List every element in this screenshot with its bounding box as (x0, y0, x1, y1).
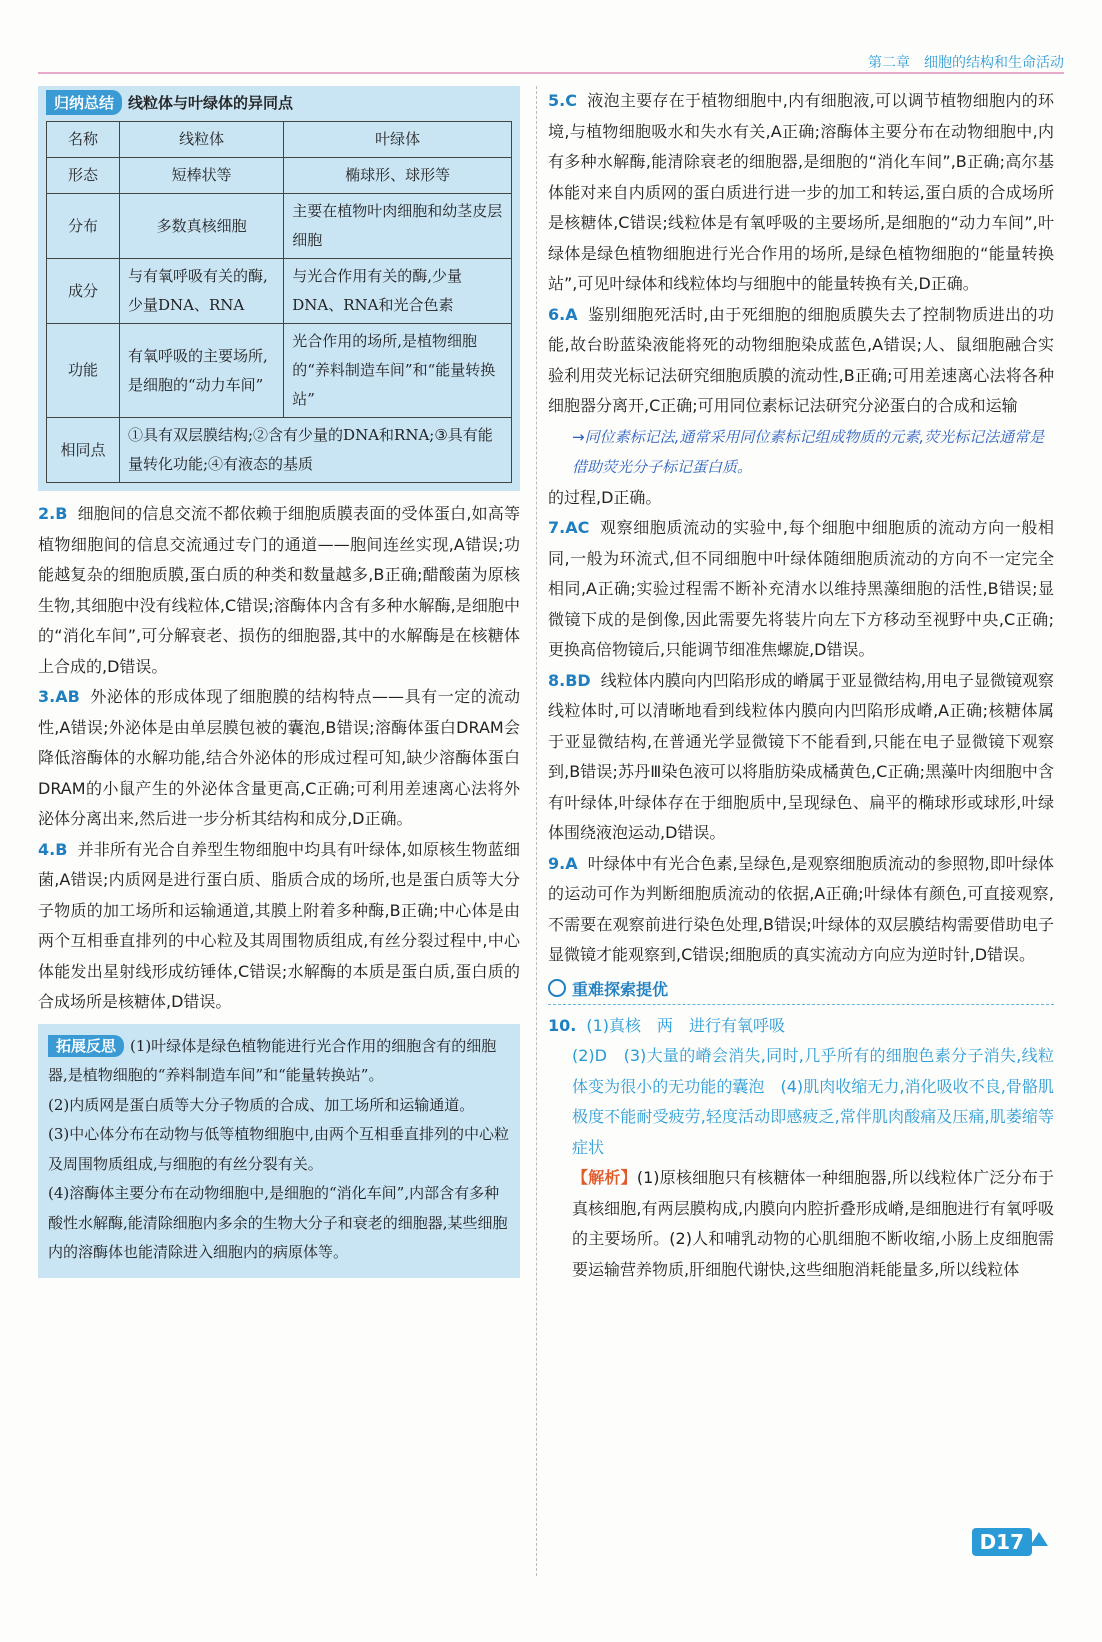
row-label: 分布 (47, 194, 120, 259)
table-cell: 多数真核细胞 (120, 194, 284, 259)
answer-item (548, 300, 1054, 422)
table-cell: 有氧呼吸的主要场所,是细胞的“动力车间” (120, 324, 284, 418)
summary-head (46, 90, 512, 115)
lightbulb-icon (548, 979, 566, 997)
explore-section-title (548, 977, 1054, 1005)
page-header (38, 52, 1064, 74)
row-label: 成分 (47, 259, 120, 324)
summary-box (38, 86, 520, 491)
extension-tag: 拓展反思 (48, 1035, 124, 1057)
extension-para: (2)内质网是蛋白质等大分子物质的合成、加工场所和运输通道。 (48, 1095, 475, 1114)
analysis-text: (1)原核细胞只有核糖体一种细胞器,所以线粒体广泛分布于真核细胞,有两层膜构成,内膜向内腔折叠形成嵴,是细胞进行有氧呼吸的主要场所。(2)人和哺乳动物的心肌细胞不断收缩,小肠上皮细胞需要运输营养物质,肝细胞代谢快,这些细胞消耗能量多,所以线粒体 (572, 1168, 1054, 1279)
answer-text: 并非所有光合自养型生物细胞中均具有叶绿体,如原核生物蓝细菌,A错误;内质网是进行蛋白质、脂质合成的场所,也是蛋白质等大分子物质的加工场所和运输通道,其膜上附着多种酶,B正确;中心体是由两个互相垂直排列的中心粒及其周围物质组成,有丝分裂过程中,中心体能发出星射线形成纺锤体,C错误;水解酶的本质是蛋白质,蛋白质的合成场所是核糖体,D错误。 (38, 839, 520, 1011)
answer-text: 叶绿体中有光合色素,呈绿色,是观察细胞质流动的参照物,即叶绿体的运动可作为判断细胞质流动的依据,A正确;叶绿体有颜色,可直接观察,不需要在观察前进行染色处理,B错误;叶绿体的双层膜结构需要借助电子显微镜才能观察到,C错误;细胞质的真实流动方向应为逆时针,D错误。 (548, 853, 1054, 964)
extension-para: (4)溶酶体主要分布在动物细胞中,是细胞的“消化车间”,内部含有多种酸性水解酶,能清除细胞内多余的生物大分子和衰老的细胞器,某些细胞内的溶酶体也能清除进入细胞内的病原体等。 (48, 1184, 508, 1261)
table-row (47, 194, 512, 259)
analysis-tag: 【解析】 (572, 1168, 637, 1187)
page-number: D17 (972, 1528, 1032, 1556)
explore-title: 重难探索提优 (572, 979, 669, 999)
table-row (47, 324, 512, 418)
table-row (47, 158, 512, 194)
handwritten-note: →同位素标记法,通常采用同位素标记组成物质的元素,荧光标记法通常是借助荧光分子标记蛋白质。 (572, 427, 1045, 476)
answer-item (38, 835, 520, 1018)
answer-item (548, 849, 1054, 971)
table-header-row (47, 122, 512, 158)
column-divider (536, 86, 537, 1576)
answer-text: (1)真核 两 进行有氧呼吸 (586, 1015, 786, 1035)
table-cell: 光合作用的场所,是植物细胞的“养料制造车间”和“能量转换站” (284, 324, 512, 418)
extension-para: (3)中心体分布在动物与低等植物细胞中,由两个互相垂直排列的中心粒及周围物质组成,与细胞的有丝分裂有关。 (48, 1125, 510, 1173)
answer-number: 6.A (548, 304, 578, 324)
extension-para (48, 1032, 510, 1091)
answer-number: 4.B (38, 839, 68, 859)
summary-tag: 归纳总结 (46, 90, 122, 115)
chapter-title: 第二章 细胞的结构和生命活动 (868, 55, 1064, 71)
answer-number: 10. (548, 1015, 577, 1035)
row-label: 形态 (47, 158, 120, 194)
answer-item (548, 86, 1054, 300)
table-row (47, 418, 512, 483)
right-column (548, 86, 1054, 1285)
summary-title: 线粒体与叶绿体的异同点 (128, 94, 294, 112)
table-cell: ①具有双层膜结构;②含有少量的DNA和RNA;③具有能量转化功能;④有液态的基质 (120, 418, 512, 483)
answer-tail: 的过程,D正确。 (548, 487, 662, 507)
answer-text: 细胞间的信息交流不都依赖于细胞质膜表面的受体蛋白,如高等植物细胞间的信息交流通过专门的通道——胞间连丝实现,A错误;功能越复杂的细胞质膜,蛋白质的种类和数量越多,B正确;醋酸菌为原核生物,其细胞中没有线粒体,C错误;溶酶体内含有多种水解酶,是细胞中的“消化车间”,可分解衰老、损伤的细胞器,其中的水解酶是在核糖体上合成的,D错误。 (38, 504, 520, 676)
extension-box (38, 1024, 520, 1278)
page-arrow-icon (1030, 1532, 1048, 1546)
answer-item (548, 513, 1054, 666)
table-cell: 短棒状等 (120, 158, 284, 194)
table-header: 名称 (47, 122, 120, 158)
answer-text: (2)D (3)大量的嵴会消失,同时,几乎所有的细胞色素分子消失,线粒体变为很小的无功能的囊泡 (4)肌肉收缩无力,消化吸收不良,骨骼肌极度不能耐受疲劳,轻度活动即感疲乏,常伴肌肉酸痛及压痛,肌萎缩等症状 (572, 1046, 1054, 1157)
answer-item (38, 499, 520, 682)
analysis (548, 1163, 1054, 1285)
table-cell: 与光合作用有关的酶,少量DNA、RNA和光合色素 (284, 259, 512, 324)
answer-text: 观察细胞质流动的实验中,每个细胞中细胞质的流动方向一般相同,一般为环流式,但不同细胞中叶绿体随细胞质流动的方向不一定完全相同,A正确;实验过程需不断补充清水以维持黑藻细胞的活性,B错误;显微镜下成的是倒像,因此需要先将装片向左下方移动至视野中央,C正确;更换高倍物镜后,只能调节细准焦螺旋,D错误。 (548, 518, 1054, 659)
answer-text: 外泌体的形成体现了细胞膜的结构特点——具有一定的流动性,A错误;外泌体是由单层膜包被的囊泡,B错误;溶酶体蛋白DRAM会降低溶酶体的水解功能,结合外泌体的形成过程可知,缺少溶酶体蛋白DRAM的小鼠产生的外泌体含量更高,C正确;可利用差速离心法将外泌体分离出来,然后进一步分析其结构和成分,D正确。 (38, 687, 520, 828)
answer-number: 7.AC (548, 518, 590, 537)
extension-text: (1)叶绿体是绿色植物能进行光合作用的细胞含有的细胞器,是植物细胞的“养料制造车间”和“能量转换站”。 (48, 1036, 497, 1084)
left-column (38, 86, 520, 1278)
table-cell: 椭球形、球形等 (284, 158, 512, 194)
row-label: 相同点 (47, 418, 120, 483)
answer-number: 5.C (548, 91, 577, 110)
answer-number: 9.A (548, 853, 578, 873)
answer-text: 线粒体内膜向内凹陷形成的嵴属于亚显微结构,用电子显微镜观察线粒体时,可以清晰地看到线粒体内膜向内凹陷形成嵴,A正确;核糖体属于亚显微结构,在普通光学显微镜下不能看到,只能在电子显微镜下观察到,B错误;苏丹Ⅲ染色液可以将脂肪染成橘黄色,C正确;黑藻叶肉细胞中含有叶绿体,叶绿体存在于细胞质中,呈现绿色、扁平的椭球形或球形,叶绿体围绕液泡运动,D错误。 (548, 670, 1054, 842)
answer-item (548, 666, 1054, 849)
table-row (47, 259, 512, 324)
table-cell: 主要在植物叶肉细胞和幼茎皮层细胞 (284, 194, 512, 259)
answer-number: 2.B (38, 504, 68, 523)
table-header: 线粒体 (120, 122, 284, 158)
comparison-table (46, 121, 512, 483)
answer-item (548, 1011, 1054, 1042)
row-label: 功能 (47, 324, 120, 418)
answer-text: 液泡主要存在于植物细胞中,内有细胞液,可以调节植物细胞内的环境,与植物细胞吸水和失水有关,A正确;溶酶体主要分布在动物细胞中,内有多种水解酶,能清除衰老的细胞器,是细胞的“消化车间”,B正确;高尔基体能对来自内质网的蛋白质进行进一步的加工和转运,蛋白质的合成场所是核糖体,C错误;线粒体是有氧呼吸的主要场所,是细胞的“动力车间”,叶绿体是绿色植物细胞进行光合作用的场所,是绿色植物细胞的“能量转换站”,可见叶绿体和线粒体均与细胞中的能量转换有关,D正确。 (548, 91, 1054, 293)
table-cell: 与有氧呼吸有关的酶,少量DNA、RNA (120, 259, 284, 324)
table-header: 叶绿体 (284, 122, 512, 158)
answer-item (38, 682, 520, 835)
answer-number: 8.BD (548, 670, 591, 690)
answer-text: 鉴别细胞死活时,由于死细胞的细胞质膜失去了控制物质进出的功能,故台盼蓝染液能将死的动物细胞染成蓝色,A错误;人、鼠细胞融合实验利用荧光标记法研究细胞质膜的流动性,B正确;可用差速离心法将各种细胞器分离开,C正确;可用同位素标记法研究分泌蛋白的合成和运输 (548, 304, 1054, 415)
answer-number: 3.AB (38, 687, 80, 706)
